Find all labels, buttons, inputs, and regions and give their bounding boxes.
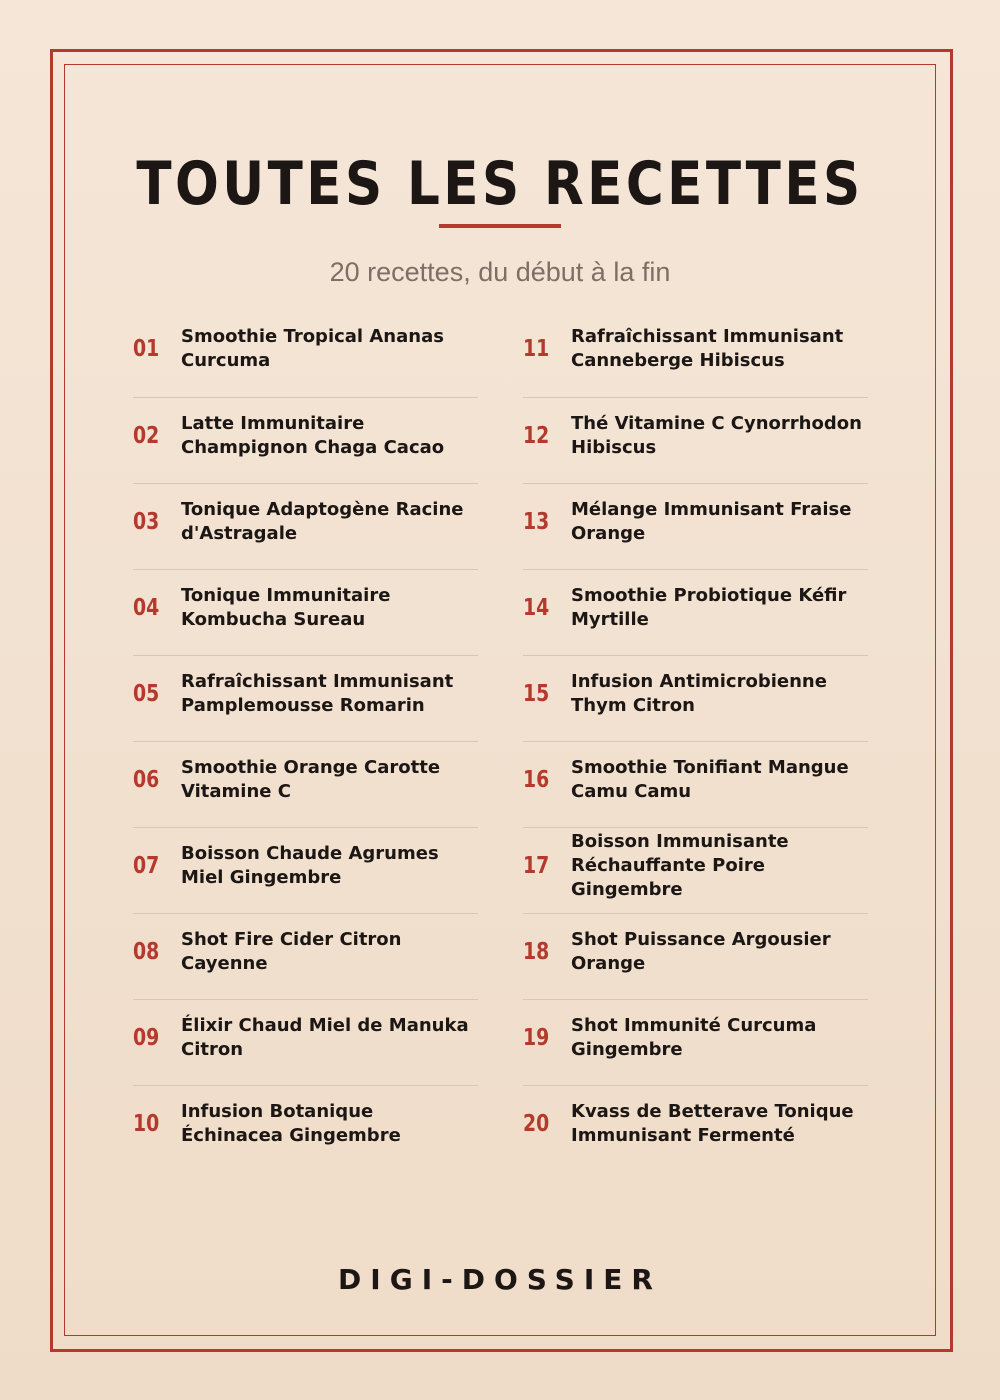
recipe-number: 15 <box>523 681 550 707</box>
recipe-name: Shot Fire Cider Citron Cayenne <box>181 929 402 974</box>
recipe-number: 16 <box>523 767 550 793</box>
recipe-item <box>523 569 868 655</box>
recipe-item <box>133 913 478 999</box>
recipe-item <box>523 397 868 483</box>
brand-name: DIGI-DOSSIER <box>338 1263 662 1296</box>
recipe-name: Smoothie Tropical Ananas Curcuma <box>181 326 444 371</box>
recipe-name: Mélange Immunisant Fraise Orange <box>571 499 852 544</box>
recipe-item <box>523 827 868 913</box>
recipe-item <box>133 741 478 827</box>
recipe-number: 18 <box>523 939 550 965</box>
recipe-number: 11 <box>523 336 550 362</box>
recipe-item <box>523 741 868 827</box>
recipe-name: Boisson Immunisante Réchauffante Poire Gingembre <box>571 831 789 900</box>
recipe-item <box>133 999 478 1085</box>
recipe-number: 07 <box>133 853 160 879</box>
recipe-name: Latte Immunitaire Champignon Chaga Cacao <box>181 413 445 458</box>
recipe-item <box>523 913 868 999</box>
recipe-name: Shot Immunité Curcuma Gingembre <box>571 1015 817 1060</box>
recipe-name: Infusion Botanique Échinacea Gingembre <box>181 1101 401 1146</box>
recipe-name: Élixir Chaud Miel de Manuka Citron <box>181 1015 469 1060</box>
recipe-number: 14 <box>523 595 550 621</box>
recipe-name: Kvass de Betterave Tonique Immunisant Fermenté <box>571 1101 854 1146</box>
recipe-name: Smoothie Orange Carotte Vitamine C <box>181 757 441 802</box>
recipe-item <box>133 569 478 655</box>
recipe-item <box>523 1085 868 1171</box>
recipe-name: Smoothie Tonifiant Mangue Camu Camu <box>571 757 849 802</box>
recipe-number: 19 <box>523 1025 550 1051</box>
recipe-item <box>523 999 868 1085</box>
recipe-name: Thé Vitamine C Cynorrhodon Hibiscus <box>571 413 862 458</box>
recipe-number: 03 <box>133 509 160 535</box>
recipe-item <box>133 827 478 913</box>
recipe-number: 20 <box>523 1111 550 1137</box>
recipe-number: 10 <box>133 1111 160 1137</box>
recipe-number: 09 <box>133 1025 160 1051</box>
recipe-name: Shot Puissance Argousier Orange <box>571 929 831 974</box>
recipe-item <box>523 483 868 569</box>
recipe-list-left <box>133 311 478 1171</box>
recipe-number: 12 <box>523 423 550 449</box>
recipe-item <box>133 397 478 483</box>
recipe-list-right <box>523 311 868 1171</box>
recipe-number: 17 <box>523 853 550 879</box>
recipe-name: Rafraîchissant Immunisant Canneberge Hibiscus <box>571 326 844 371</box>
recipe-item <box>133 1085 478 1171</box>
recipe-item <box>133 655 478 741</box>
recipe-name: Boisson Chaude Agrumes Miel Gingembre <box>181 843 439 888</box>
recipe-item <box>523 311 868 397</box>
recipe-number: 08 <box>133 939 160 965</box>
recipe-name: Tonique Immunitaire Kombucha Sureau <box>181 585 391 630</box>
recipe-number: 04 <box>133 595 160 621</box>
recipe-name: Rafraîchissant Immunisant Pamplemousse Romarin <box>181 671 454 716</box>
recipe-item <box>133 311 478 397</box>
recipe-name: Infusion Antimicrobienne Thym Citron <box>571 671 827 716</box>
recipe-name: Smoothie Probiotique Kéfir Myrtille <box>571 585 847 630</box>
recipe-number: 13 <box>523 509 550 535</box>
recipe-number: 02 <box>133 423 160 449</box>
recipe-number: 06 <box>133 767 160 793</box>
recipe-number: 05 <box>133 681 160 707</box>
title-underline <box>439 224 561 228</box>
page-title: TOUTES LES RECETTES <box>136 149 864 219</box>
recipe-item <box>523 655 868 741</box>
page-subtitle: 20 recettes, du début à la fin <box>329 257 671 287</box>
recipe-name: Tonique Adaptogène Racine d'Astragale <box>181 499 464 544</box>
recipe-item <box>133 483 478 569</box>
recipe-number: 01 <box>133 336 160 362</box>
